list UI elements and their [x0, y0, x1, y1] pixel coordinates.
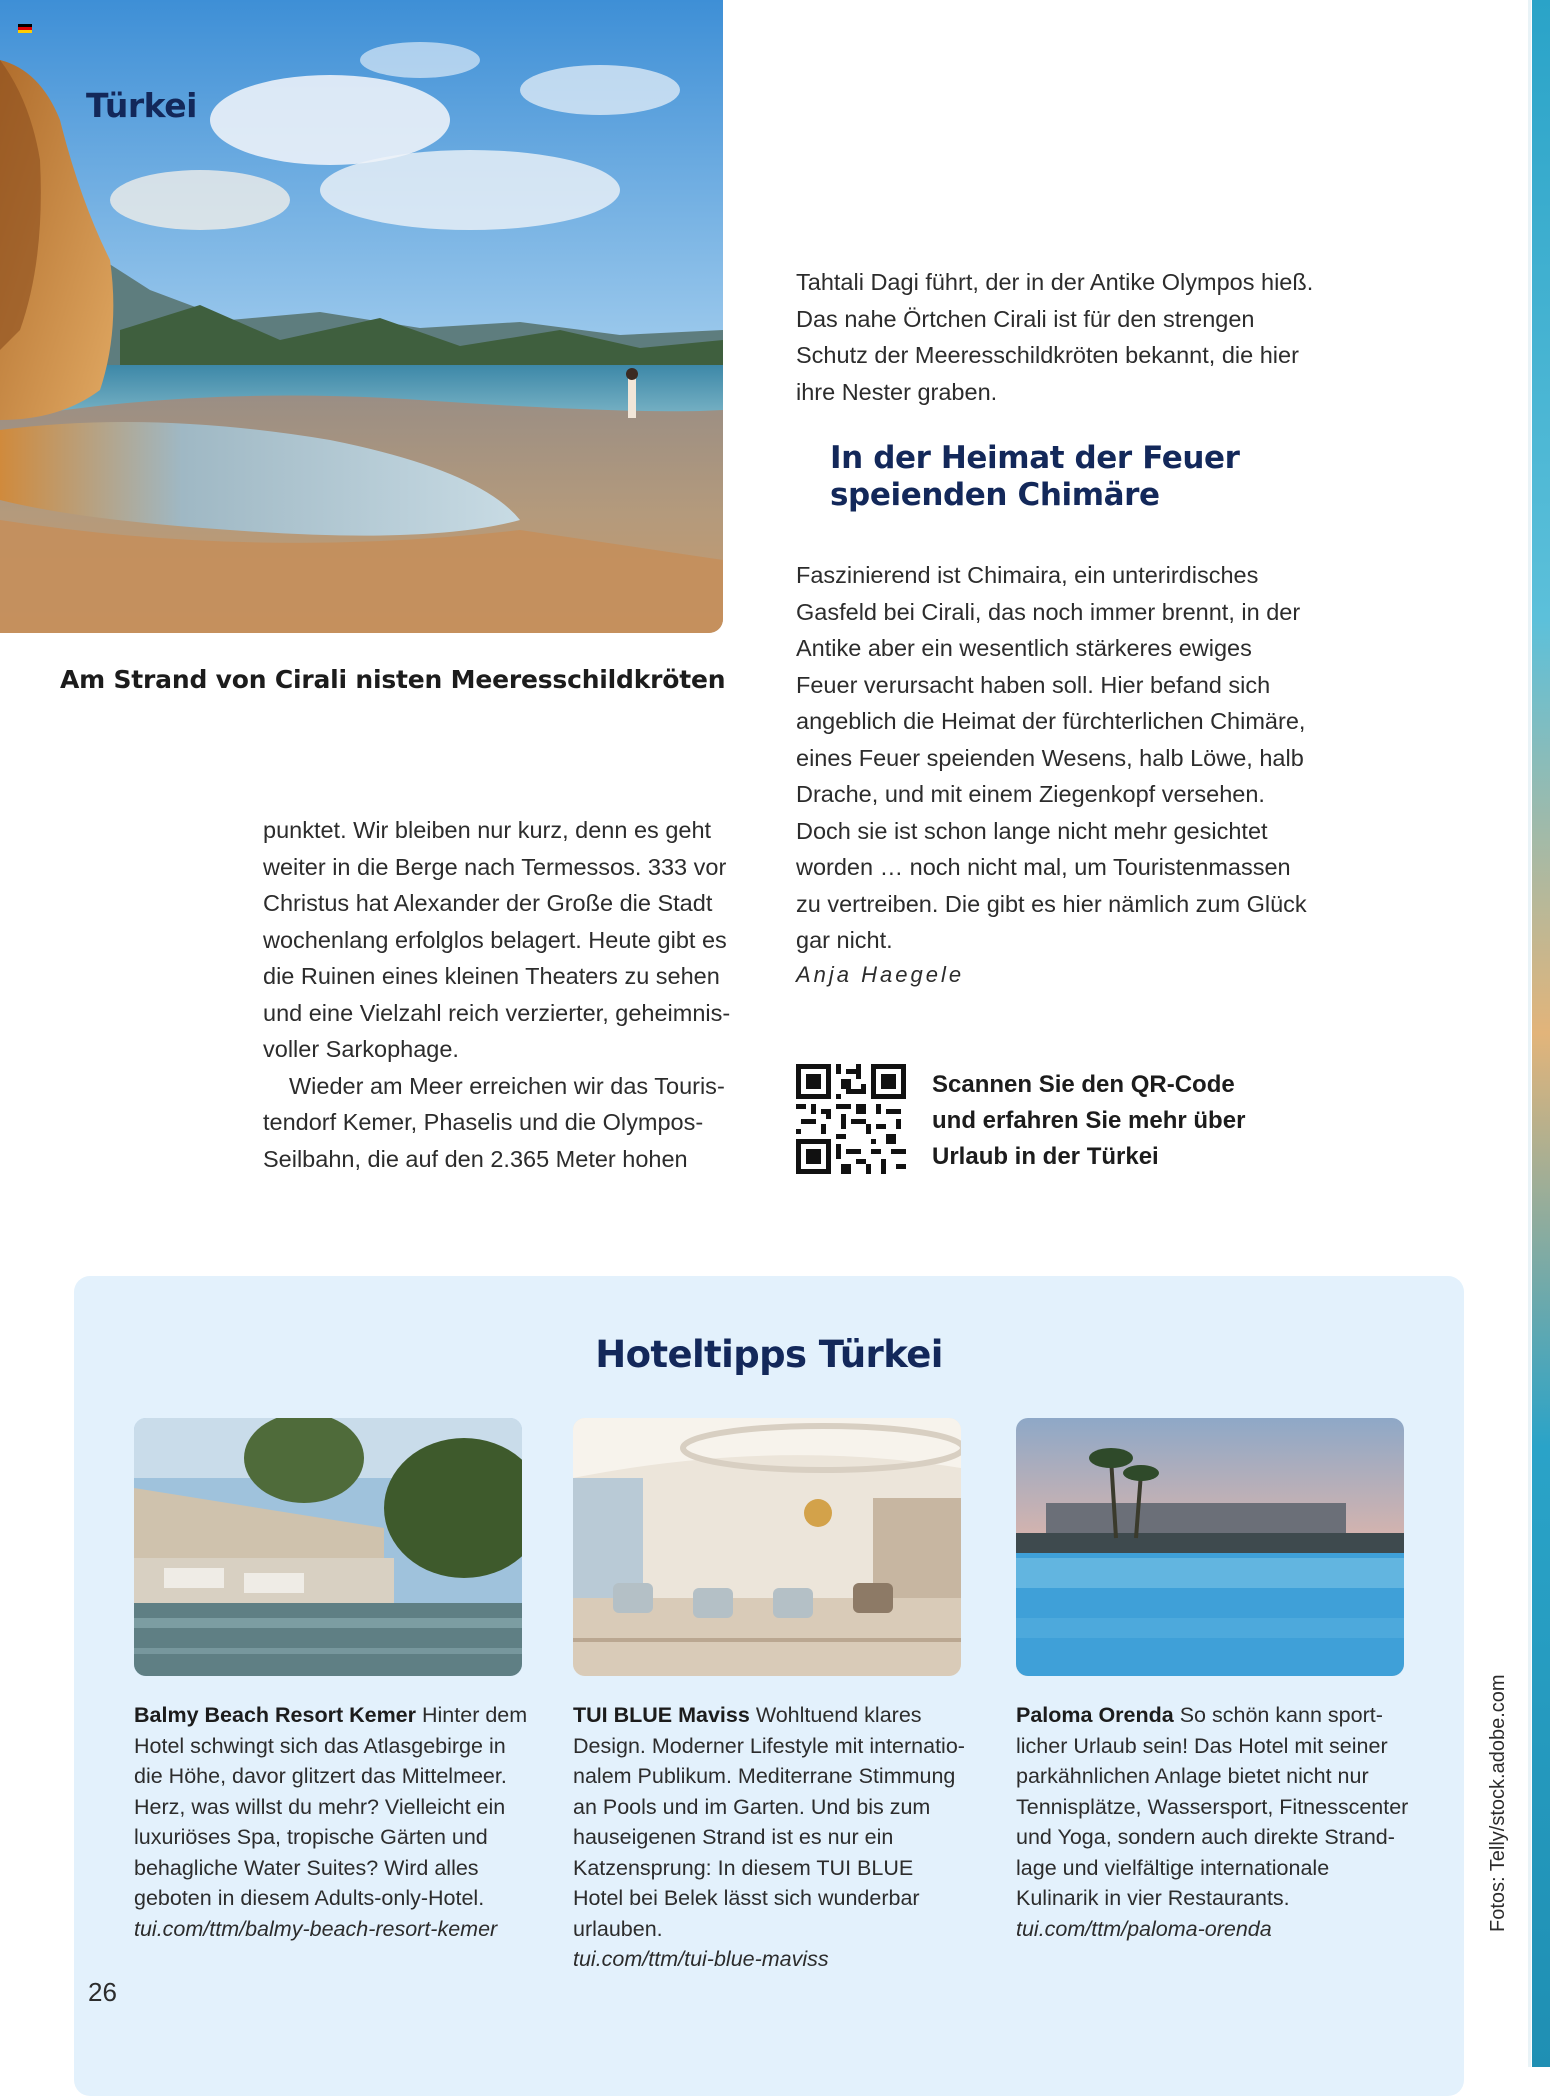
hotel-name: Paloma Orenda: [1016, 1703, 1174, 1727]
hotel-link[interactable]: tui.com/ttm/tui-blue-maviss: [573, 1947, 829, 1971]
hotel-name: Balmy Beach Resort Kemer: [134, 1703, 417, 1727]
flag-icon: [18, 20, 32, 29]
article-column-right-bottom: Faszinierend ist Chimaira, ein unterirdisches Gasfeld bei Cirali, das noch immer brennt, in der Antike aber ein wesentlich stärkeres ewiges Feuer verursacht haben soll. Hier befand sich angeblich die Heimat der fürchterlichen Chimäre, eines Feuer speienden Wesens, halb Löwe, halb Drache, und mit einem Ziegenkopf versehen. Doch sie ist schon lange nicht mehr gesichtet worden … noch nicht mal, um Touristenmassen zu vertreiben. Die gibt es hier nämlich zum Glück gar nicht.: [796, 562, 1307, 953]
hotel-description-paloma-orenda: [1016, 1700, 1411, 1944]
hotel-description: So schön kann sportlicher Urlaub sein! Das Hotel mit seiner parkähnlichen Anlage bietet nicht nur Tennisplätze, Wassersport, Fitnesscenter und Yoga, sondern auch direkte Strandlage und vielfältige internationale Kulinarik in vier Restaurants.: [1016, 1703, 1409, 1910]
hotel-photo-paloma-orenda: [1016, 1418, 1404, 1676]
adjacent-page-edge: [1532, 0, 1550, 2067]
qr-call-to-action: Scannen Sie den QR-Code und erfahren Sie mehr über Urlaub in der Türkei: [932, 1071, 1246, 1170]
article-author: Anja Haegele: [796, 962, 965, 987]
article-paragraph: Wieder am Meer erreichen wir das Touristendorf Kemer, Phaselis und die Olympos-Seilbahn, die auf den 2.365 Meter hohen: [263, 1072, 725, 1172]
hotel-description: Wohltuend klares Design. Moderner Lifestyle mit internationalem Publikum. Mediterrane Stimmung an Pools und im Garten. Und bis zum hauseigenen Strand ist es nur ein Katzensprung: In diesem TUI BLUE Hotel bei Belek lässt sich wunderbar urlauben.: [573, 1703, 965, 1941]
hotel-name: TUI BLUE Maviss: [573, 1703, 750, 1727]
hotel-link[interactable]: tui.com/ttm/paloma-orenda: [1016, 1916, 1272, 1941]
qr-code[interactable]: [796, 1064, 906, 1174]
hero-caption: Am Strand von Cirali nisten Meeresschildkröten: [60, 665, 726, 694]
hotel-description-balmy-beach: [134, 1700, 529, 1944]
article-subheading: In der Heimat der Feuer speienden Chimäre: [830, 440, 1240, 513]
article-paragraph: punktet. Wir bleiben nur kurz, denn es geht weiter in die Berge nach Termessos. 333 vor Christus hat Alexander der Große die Stadt wochenlang erfolglos belagert. Heute gibt es die Ruinen eines kleinen Theaters zu sehen und eine Vielzahl reich verzierter, geheimnisvoller Sarkophage.: [263, 817, 731, 1062]
article-column-right-top: Tahtali Dagi führt, der in der Antike Olympos hieß. Das nahe Örtchen Cirali ist für den strengen Schutz der Meeresschildkröten bekannt, die hier ihre Nester graben.: [796, 269, 1314, 405]
hotel-photo-tui-blue-maviss: [573, 1418, 961, 1676]
hotel-link[interactable]: tui.com/ttm/balmy-beach-resort-kemer: [134, 1916, 498, 1941]
article-column-left: [263, 812, 748, 1177]
section-label: Türkei: [86, 86, 197, 125]
hotel-description-tui-blue-maviss: [573, 1700, 968, 1975]
hotel-photo-balmy-beach: [134, 1418, 522, 1676]
photo-credit: Fotos: Telly/stock.adobe.com: [1487, 1674, 1509, 1932]
hotel-tips-title: Hoteltipps Türkei: [595, 1333, 943, 1376]
page-number: 26: [88, 1977, 117, 2007]
page-edge-divider: [1528, 0, 1531, 2067]
hotel-description: Hinter dem Hotel schwingt sich das Atlasgebirge in die Höhe, davor glitzert das Mittelmeer. Herz, was willst du mehr? Vielleicht ein luxuriöses Spa, tropische Gärten und behagliche Water Suites? Wird alles geboten in diesem Adults-only-Hotel.: [134, 1703, 528, 1910]
